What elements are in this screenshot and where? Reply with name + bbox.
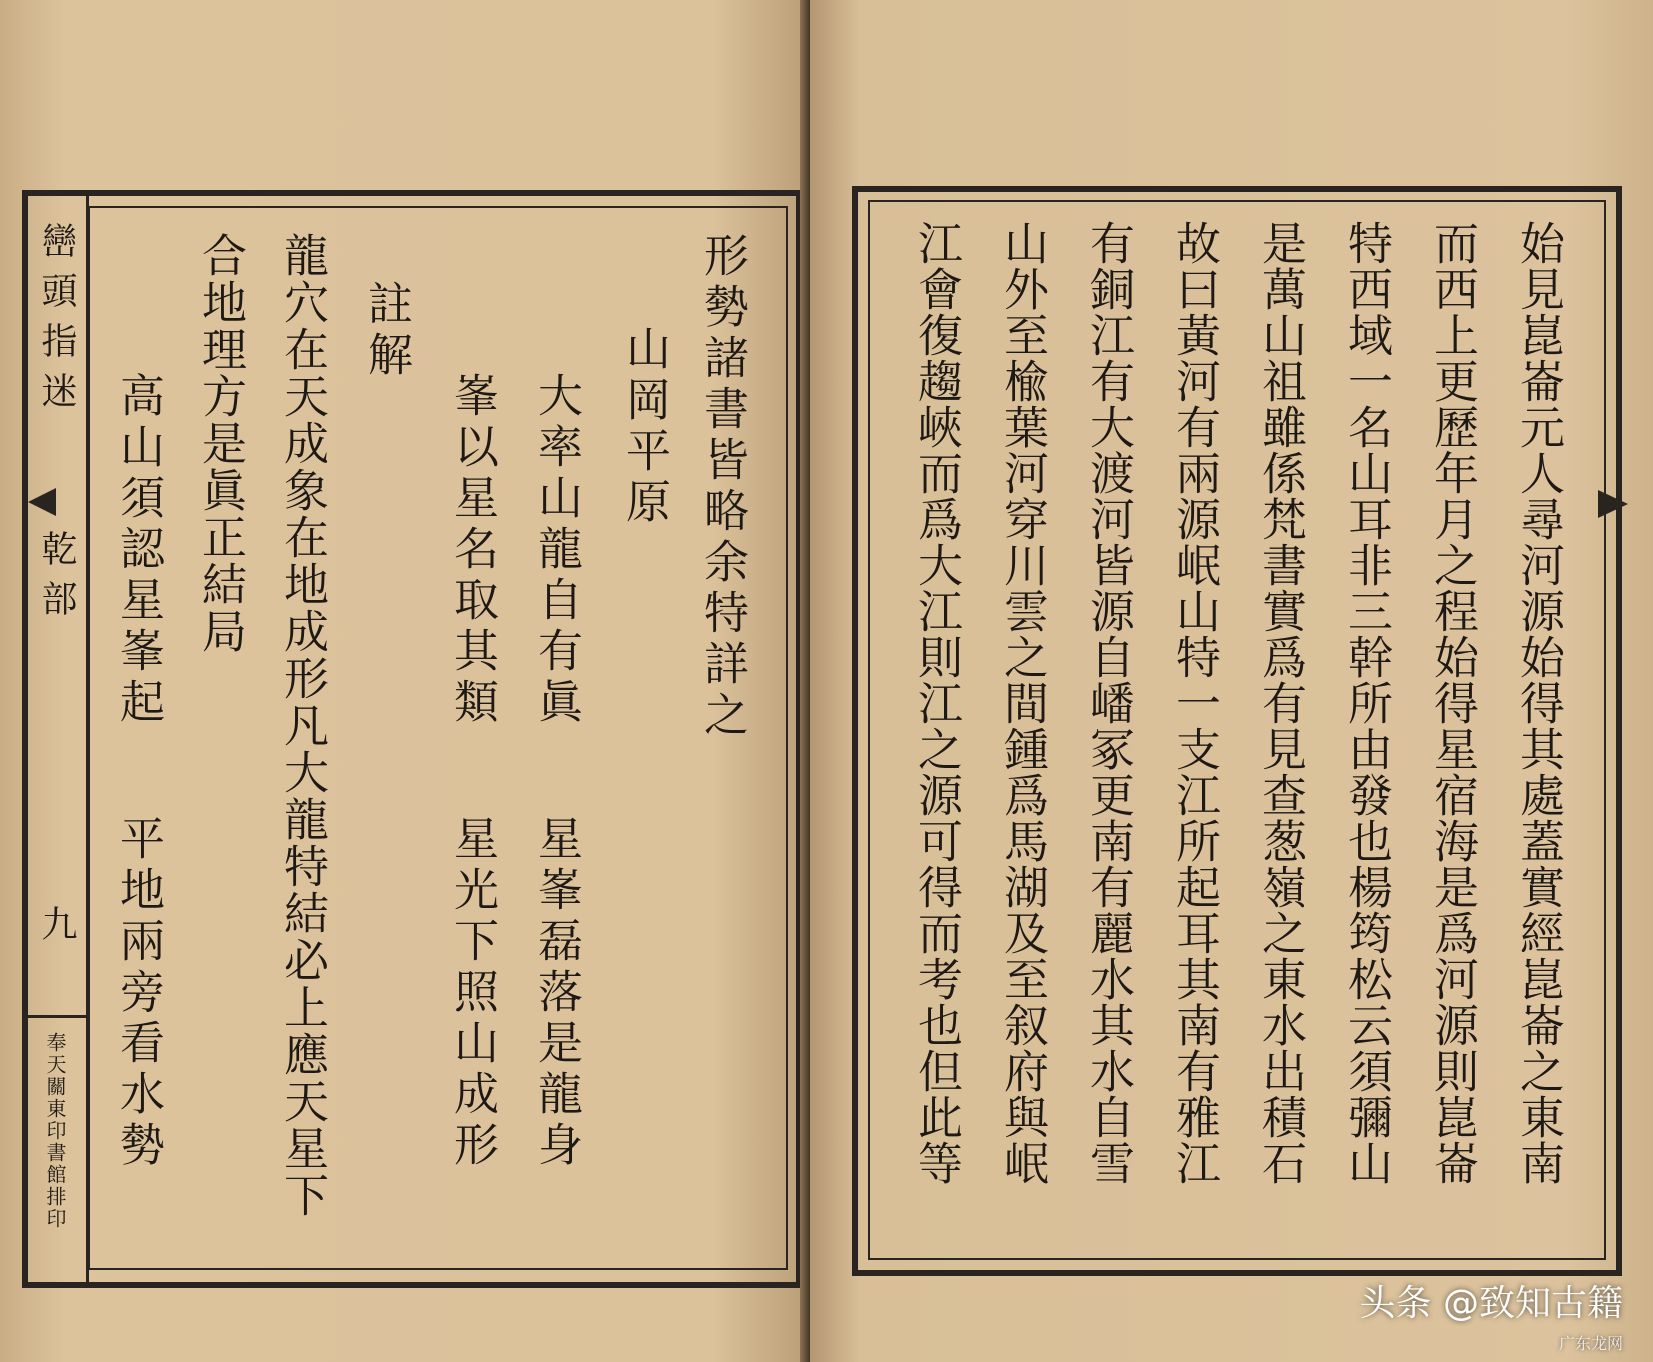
text-column: 形勢諸書皆略余特詳之 [696,232,749,742]
text-column: 高山須認星峯起 [112,372,165,729]
text-column: 註解 [360,280,413,382]
text-column: 平地兩旁看水勢 [112,815,165,1172]
margin-printer: 奉天關東印書館排印 [43,1032,67,1230]
watermark-subtext: 广东龙网 [1558,1334,1623,1353]
text-column: 故曰黃河有兩源岷山特一支江所起耳其南有雅江 [1168,220,1221,1186]
text-column: 是萬山祖雖係梵書實爲有見查葱嶺之東水出積石 [1254,220,1307,1186]
text-column: 峯以星名取其類 [446,372,499,729]
margin-section: 乾部 [36,530,77,630]
text-column: 而西上更歷年月之程始得星宿海是爲河源則崑崙 [1426,220,1479,1186]
left-page [0,0,810,1362]
text-column: 山岡平原 [618,325,671,529]
margin-rule [86,196,89,1282]
text-column: 始見崑崙元人尋河源始得其處蓋實經崑崙之東南 [1512,220,1565,1186]
watermark-text: 头条 @致知古籍 [1359,1283,1623,1324]
fishtail-mark [1598,490,1628,518]
right-page-inner-border [868,200,1606,1260]
text-column: 星光下照山成形 [446,815,499,1172]
text-column: 星峯磊落是龍身 [530,815,583,1172]
text-column: 山外至楡葉河穿川雲之間鍾爲馬湖及至叙府與岷 [996,220,1049,1186]
text-column: 有銅江有大渡河皆源自嶓冢更南有麗水其水自雪 [1082,220,1135,1186]
text-column: 大率山龍自有眞 [530,372,583,729]
margin-rule-h [26,1015,86,1018]
text-column: 特西域一名山耳非三幹所由發也楊筠松云須彌山 [1340,220,1393,1186]
fishtail-mark [28,488,56,516]
margin-page-number: 九 [36,905,77,955]
text-column: 合地理方是眞正結局 [194,232,247,655]
text-column: 江會復趨峽而爲大江則江之源可得而考也但此等 [910,220,963,1186]
margin-title: 巒頭指迷 [36,222,77,422]
text-column: 龍穴在天成象在地成形凡大龍特結必上應天星下 [276,232,329,1219]
left-page-inner-border [88,206,788,1270]
right-page [810,0,1653,1362]
